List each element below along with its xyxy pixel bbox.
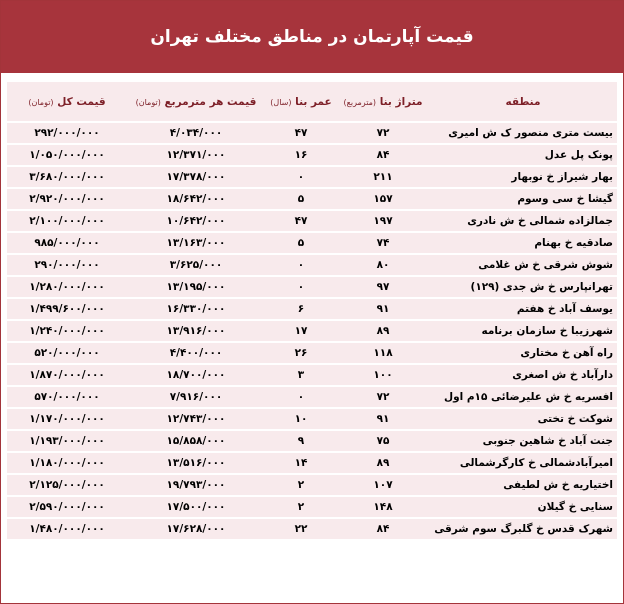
cell-region: پونک پل عدل: [429, 145, 617, 165]
cell-age: ۱۶: [265, 145, 337, 165]
header-area-unit: (مترمربع): [343, 97, 377, 107]
cell-area: ۹۷: [337, 277, 429, 297]
cell-age: ۱۷: [265, 321, 337, 341]
header-age-label: عمر بنا: [295, 95, 332, 108]
cell-total-price: ۵۲۰/۰۰۰/۰۰۰: [7, 343, 127, 363]
cell-area: ۸۴: [337, 145, 429, 165]
cell-total-price: ۱/۱۷۰/۰۰۰/۰۰۰: [7, 409, 127, 429]
cell-region: اختیاریه خ ش لطیفی: [429, 475, 617, 495]
cell-age: ۲۲: [265, 519, 337, 539]
cell-price-per-meter: ۱۲/۳۷۱/۰۰۰: [127, 145, 265, 165]
cell-area: ۷۲: [337, 387, 429, 407]
cell-total-price: ۲/۱۰۰/۰۰۰/۰۰۰: [7, 211, 127, 231]
cell-price-per-meter: ۱۷/۳۷۸/۰۰۰: [127, 167, 265, 187]
cell-age: ۰: [265, 255, 337, 275]
header-region-label: منطقه: [505, 95, 541, 108]
cell-region: دارآباد خ ش اصغری: [429, 365, 617, 385]
cell-age: ۰: [265, 387, 337, 407]
cell-area: ۱۹۷: [337, 211, 429, 231]
header-price-per-meter: [127, 82, 265, 121]
cell-area: ۲۱۱: [337, 167, 429, 187]
header-total-price-label: قیمت کل: [57, 95, 106, 108]
cell-region: سنایی خ گیلان: [429, 497, 617, 517]
table-row: [7, 365, 617, 385]
table-row: [7, 233, 617, 253]
apartment-price-table: [7, 80, 617, 541]
cell-region: شهرک قدس خ گلبرگ سوم شرقی: [429, 519, 617, 539]
cell-age: ۶: [265, 299, 337, 319]
page-title: قیمت آپارتمان در مناطق مختلف تهران: [1, 1, 623, 73]
cell-area: ۱۴۸: [337, 497, 429, 517]
table-row: [7, 189, 617, 209]
header-total-price-unit: (تومان): [28, 97, 54, 107]
cell-price-per-meter: ۱۶/۳۳۰/۰۰۰: [127, 299, 265, 319]
table-row: [7, 145, 617, 165]
table-row: [7, 475, 617, 495]
header-region: [429, 82, 617, 121]
cell-total-price: ۹۸۵/۰۰۰/۰۰۰: [7, 233, 127, 253]
cell-region: امیرآبادشمالی خ کارگرشمالی: [429, 453, 617, 473]
cell-price-per-meter: ۴/۰۳۴/۰۰۰: [127, 123, 265, 143]
cell-area: ۷۲: [337, 123, 429, 143]
cell-age: ۰: [265, 277, 337, 297]
cell-total-price: ۱/۲۸۰/۰۰۰/۰۰۰: [7, 277, 127, 297]
header-area: [337, 82, 429, 121]
table-row: [7, 321, 617, 341]
cell-area: ۸۰: [337, 255, 429, 275]
table-row: [7, 497, 617, 517]
cell-area: ۷۴: [337, 233, 429, 253]
cell-price-per-meter: ۱۳/۱۶۳/۰۰۰: [127, 233, 265, 253]
header-price-per-meter-unit: (تومان): [135, 97, 161, 107]
cell-total-price: ۱/۴۹۹/۶۰۰/۰۰۰: [7, 299, 127, 319]
cell-area: ۱۰۰: [337, 365, 429, 385]
cell-total-price: ۱/۴۸۰/۰۰۰/۰۰۰: [7, 519, 127, 539]
header-age: [265, 82, 337, 121]
cell-age: ۳: [265, 365, 337, 385]
cell-total-price: ۲۹۰/۰۰۰/۰۰۰: [7, 255, 127, 275]
cell-price-per-meter: ۱۹/۷۹۳/۰۰۰: [127, 475, 265, 495]
table-row: [7, 255, 617, 275]
cell-price-per-meter: ۱۰/۶۴۲/۰۰۰: [127, 211, 265, 231]
table-header-row: [7, 82, 617, 121]
cell-area: ۱۵۷: [337, 189, 429, 209]
cell-age: ۴۷: [265, 123, 337, 143]
cell-region: شوش شرقی خ ش غلامی: [429, 255, 617, 275]
cell-price-per-meter: ۱۳/۵۱۶/۰۰۰: [127, 453, 265, 473]
cell-region: افسریه خ ش علیرضائی ۱۵م اول: [429, 387, 617, 407]
header-total-price: [7, 82, 127, 121]
table-row: [7, 167, 617, 187]
cell-age: ۱۴: [265, 453, 337, 473]
cell-region: شوکت خ تختی: [429, 409, 617, 429]
table-row: [7, 277, 617, 297]
cell-price-per-meter: ۱۷/۵۰۰/۰۰۰: [127, 497, 265, 517]
header-area-label: متراژ بنا: [379, 95, 423, 108]
cell-area: ۱۱۸: [337, 343, 429, 363]
cell-age: ۱۰: [265, 409, 337, 429]
cell-price-per-meter: ۷/۹۱۶/۰۰۰: [127, 387, 265, 407]
table-row: [7, 453, 617, 473]
cell-total-price: ۲/۵۹۰/۰۰۰/۰۰۰: [7, 497, 127, 517]
cell-area: ۸۹: [337, 453, 429, 473]
cell-price-per-meter: ۴/۴۰۰/۰۰۰: [127, 343, 265, 363]
cell-region: جمالزاده شمالی خ ش نادری: [429, 211, 617, 231]
header-price-per-meter-label: قیمت هر مترمربع: [164, 95, 257, 108]
cell-price-per-meter: ۳/۶۲۵/۰۰۰: [127, 255, 265, 275]
cell-area: ۷۵: [337, 431, 429, 451]
cell-region: گیشا خ سی وسوم: [429, 189, 617, 209]
cell-area: ۱۰۷: [337, 475, 429, 495]
cell-age: ۲۶: [265, 343, 337, 363]
cell-total-price: ۱/۲۴۰/۰۰۰/۰۰۰: [7, 321, 127, 341]
table-row: [7, 123, 617, 143]
cell-price-per-meter: ۱۲/۷۴۳/۰۰۰: [127, 409, 265, 429]
cell-price-per-meter: ۱۷/۶۲۸/۰۰۰: [127, 519, 265, 539]
table-body: [7, 123, 617, 539]
cell-area: ۸۴: [337, 519, 429, 539]
cell-age: ۹: [265, 431, 337, 451]
cell-price-per-meter: ۱۸/۷۰۰/۰۰۰: [127, 365, 265, 385]
table-row: [7, 343, 617, 363]
table-row: [7, 211, 617, 231]
cell-price-per-meter: ۱۳/۱۹۵/۰۰۰: [127, 277, 265, 297]
cell-total-price: ۱/۰۵۰/۰۰۰/۰۰۰: [7, 145, 127, 165]
header-age-unit: (سال): [270, 97, 292, 107]
cell-region: تهرانپارس خ ش جدی (۱۲۹): [429, 277, 617, 297]
table-row: [7, 431, 617, 451]
cell-age: ۴۷: [265, 211, 337, 231]
cell-area: ۹۱: [337, 299, 429, 319]
cell-total-price: ۲۹۲/۰۰۰/۰۰۰: [7, 123, 127, 143]
table-row: [7, 409, 617, 429]
cell-price-per-meter: ۱۵/۸۵۸/۰۰۰: [127, 431, 265, 451]
cell-region: جنت آباد خ شاهین جنوبی: [429, 431, 617, 451]
table-row: [7, 519, 617, 539]
cell-total-price: ۵۷۰/۰۰۰/۰۰۰: [7, 387, 127, 407]
cell-age: ۵: [265, 233, 337, 253]
cell-age: ۰: [265, 167, 337, 187]
cell-price-per-meter: ۱۳/۹۱۶/۰۰۰: [127, 321, 265, 341]
cell-region: شهرزیبا خ سازمان برنامه: [429, 321, 617, 341]
cell-area: ۹۱: [337, 409, 429, 429]
cell-age: ۲: [265, 475, 337, 495]
cell-total-price: ۱/۱۸۰/۰۰۰/۰۰۰: [7, 453, 127, 473]
cell-total-price: ۲/۱۲۵/۰۰۰/۰۰۰: [7, 475, 127, 495]
cell-region: راه آهن خ مختاری: [429, 343, 617, 363]
cell-total-price: ۱/۱۹۳/۰۰۰/۰۰۰: [7, 431, 127, 451]
cell-region: یوسف آباد خ هفتم: [429, 299, 617, 319]
cell-area: ۸۹: [337, 321, 429, 341]
table-row: [7, 299, 617, 319]
cell-region: بهار شیراز خ نوبهار: [429, 167, 617, 187]
cell-region: صادقیه خ بهنام: [429, 233, 617, 253]
cell-age: ۲: [265, 497, 337, 517]
cell-total-price: ۲/۹۲۰/۰۰۰/۰۰۰: [7, 189, 127, 209]
table-row: [7, 387, 617, 407]
cell-region: بیست متری منصور ک ش امیری: [429, 123, 617, 143]
cell-total-price: ۳/۶۸۰/۰۰۰/۰۰۰: [7, 167, 127, 187]
cell-price-per-meter: ۱۸/۶۴۲/۰۰۰: [127, 189, 265, 209]
cell-age: ۵: [265, 189, 337, 209]
cell-total-price: ۱/۸۷۰/۰۰۰/۰۰۰: [7, 365, 127, 385]
